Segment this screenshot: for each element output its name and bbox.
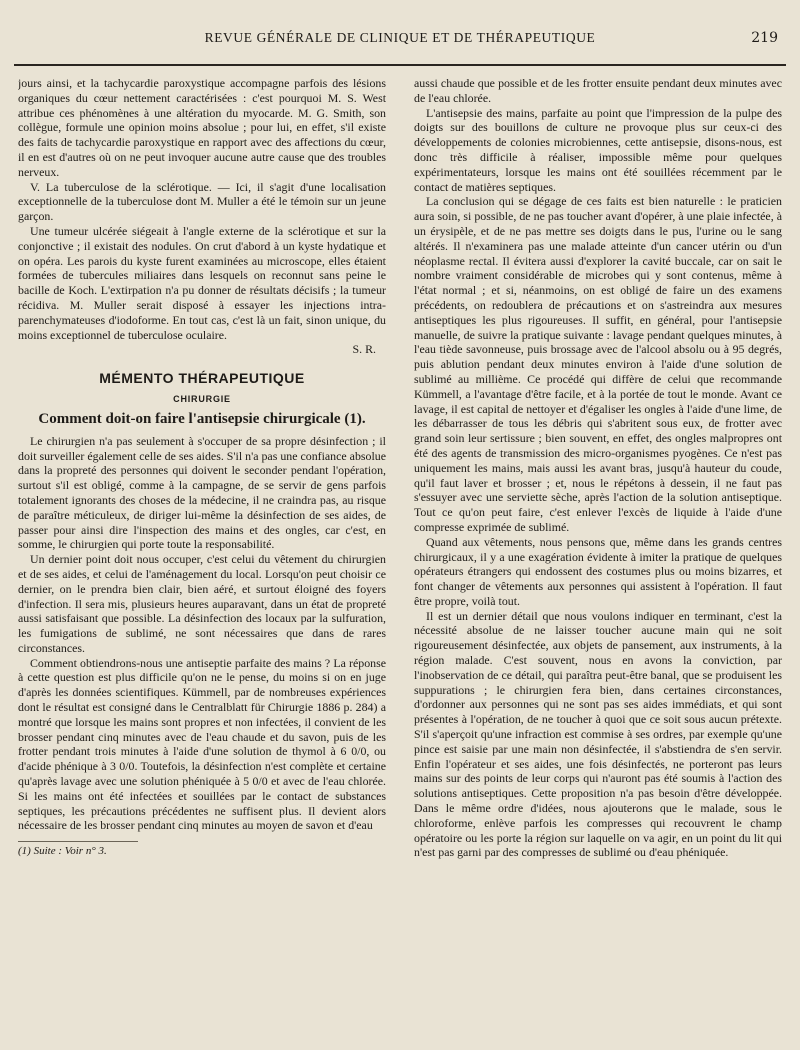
paragraph: Le chirurgien n'a pas seulement à s'occuper de sa propre désinfection ; il doit surveiller également celle de ses aides. S'il n'a pas une confiance absolue dans la propreté des personnes qui doivent le seconder pendant l'opération, surtout s'il est obligé, comme à la campagne, de se servir de gens parfois totalement ignorants des choses de la médecine, il ne craindra pas, au risque de paraître méticuleux, de diriger lui-même la désinfection de ses aides, de passer pour ainsi dire l'inspection des mains et des ongles, car c'est, en somme, le chirurgien qui porte toute la responsabilité. [18, 433, 386, 552]
paragraph: aussi chaude que possible et de les frotter ensuite pendant deux minutes avec de l'eau chlorée. [414, 76, 782, 105]
author-signature: S. R. [352, 342, 376, 357]
paragraph: V. La tuberculose de la sclérotique. — Ici, il s'agit d'une localisation exceptionnelle de la tuberculose dont M. Muller a été le témoin sur un jeune garçon. [18, 179, 386, 224]
page-number: 219 [751, 30, 778, 46]
journal-title: REVUE GÉNÉRALE DE CLINIQUE ET DE THÉRAPEUTIQUE [204, 30, 596, 45]
right-column [414, 76, 782, 1050]
footnote: (1) Suite : Voir n° 3. [18, 841, 138, 859]
paragraph: L'antisepsie des mains, parfaite au point que l'impression de la pulpe des doigts sur des bouillons de culture ne provoque plus sur ceux-ci des développements de colonies microbiennes, cette antisepsie, disons-nous, est donc très difficile à réaliser, impossible même pour quelques expérimentateurs, lorsque les mains ont été souillées récemment par le contact de matières septiques. [414, 105, 782, 194]
left-column [18, 76, 386, 1050]
paragraph: jours ainsi, et la tachycardie paroxystique accompagne parfois des lésions organiques du cœur nettement caractérisées : c'est pourquoi M. S. West attribue ces phénomènes à une altération du myocarde. M. G. Smith, son collègue, formule une opinion moins absolue ; pour lui, en effet, s'il existe des faits de tachycardie paroxystique en rapport avec des affections du cœur, il en est d'autres où on ne peut invoquer aucune autre cause que des troubles nerveux. [18, 76, 386, 179]
running-header [16, 30, 784, 50]
text-columns [18, 76, 782, 1050]
paragraph: Un dernier point doit nous occuper, c'est celui du vêtement du chirurgien et de ses aides, et celui de l'aménagement du local. Lorsqu'on peut choisir ce dernier, on le prendra bien clair, bien aéré, et surtout éloigné des foyers d'infection. Il sera mis, plusieurs heures auparavant, dans un état de propreté aussi satisfaisant que possible. La désinfection des locaux par la sulfuration, les fumigations de sublimé, ne sont nécessaires que dans de rares circonstances. [18, 552, 386, 655]
rubric-label: CHIRURGIE [173, 393, 231, 404]
paragraph: Il est un dernier détail que nous voulons indiquer en terminant, c'est la nécessité absolue de ne laisser toucher aucune main qui ne soit rigoureusement désinfectée, aux objets de pansement, aux instruments, à la région malade. C'est souvent, nous en avons la conviction, par l'inobservation de ce détail, qui paraîtra peut-être banal, que se produisent les suppurations ; le chirurgien fera bien, dans certaines circonstances, d'ordonner aux personnes qui ne sont pas ses aides immédiats, et qui sont présentes à l'opération, de ne toucher à quoi que ce soit sous aucun prétexte. S'il s'aperçoit qu'une infraction est commise à ses ordres, par exemple qu'une pince est saisie par une main non désinfectée, il s'abstiendra de s'en servir. Enfin l'opérateur et ses aides, une fois désinfectés, ne porteront pas leurs mains sur des points de leur corps qui n'auront pas été soumis à l'action des solutions antiseptiques. Cette proposition n'a pas besoin d'être développée. Dans le même ordre d'idées, nous ajouterons que le malade, sous le chloroforme, enlève parfois les compresses qui recouvrent le champ opératoire ou les porte la région sur laquelle on va agir, en un point du lit qui n'est pas garni par des compresses de sublimé ou d'eau phéniquée. [414, 608, 782, 860]
article-title: Comment doit-on faire l'antisepsie chirurgicale (1). [38, 410, 366, 427]
paragraph: Comment obtiendrons-nous une antiseptie parfaite des mains ? La réponse à cette question est plus difficile qu'on ne le pense, du moins si on en juge d'après les données scientifiques. Kümmell, par de nombreuses expériences dont le résultat est consigné dans le Centralblatt für Chirurgie 1886 p. 284) a montré que lorsque les mains sont propres et non infectées, il convient de les brosser pendant cinq minutes avec de l'eau chaude et du savon, puis de les frotter pendant trois minutes à l'aide d'une solution de thymol à 6 0/0, ou d'acide phénique à 3 0/0. Toutefois, la désinfection n'est complète et certaine qu'après lavage avec une solution phéniquée à 5 0/0 et avec de l'eau chlorée. Si les mains ont été infectées et souillées par le contact de substances septiques, les précautions précédentes ne suffisent plus. Il devient alors nécessaire de les brosser pendant cinq minutes au moyen de savon et d'eau [18, 655, 386, 833]
header-rule [14, 64, 786, 66]
section-title: MÉMENTO THÉRAPEUTIQUE [99, 370, 305, 387]
paragraph: Quand aux vêtements, nous pensons que, même dans les grands centres chirurgicaux, il y a une exagération évidente à imiter la pratique de quelques opérateurs étrangers qui endossent des costumes plus ou moins bizarres, et font changer de vêtements aux personnes qui assistent à l'opération. Il faut être propre, voilà tout. [414, 534, 782, 608]
paragraph: La conclusion qui se dégage de ces faits est bien naturelle : le praticien aura soin, si possible, de ne pas toucher avant d'opérer, à une plaie infectée, à un érysipèle, et de ne pas mettre ses doigts dans le pus, l'urine ou le sang altérés. Il n'examinera pas une malade atteinte d'un cancer utérin ou d'un néoplasme rectal. Il évitera aussi d'explorer la cavité buccale, car on sait le nombre vraiment considérable de microbes qui y sont contenus, même à l'état normal ; et si, néanmoins, on est obligé de faire un des examens précédents, on redoublera de précautions et on s'astreindra aux mesures antiseptiques les plus rigoureuses. Il suffit, en général, pour l'antisepsie manuelle, de suivre la pratique suivante : lavage pendant quelques minutes, à l'eau tiède savonneuse, puis brossage avec de l'alcool absolu ou à 95 degrés, puis ablution pendant deux minutes environ à l'aide d'une solution de sublimé au millième. Ce procédé qui diffère de celui que recommande Kümmell, a l'avantage d'être facile, et à la portée de tout le monde. Avant ce lavage, il est capital de nettoyer et d'égaliser les ongles à l'aide d'une lime, de les débarrasser de tous les débris qui s'abritent sous eux, de frotter avec grand soin leur sertissure ; bien souvent, en effet, des ongles malpropres ont été des agents de transmission des micro-organismes pyogènes. Ce n'est pas uniquement les mains, mais aussi les avant bras, jusqu'à hauteur du coude, qu'il faut laver et brosser ; et, nous le répétons à dessein, il ne faut pas s'essuyer avec une serviette sèche, après l'action de la solution antiseptique. Tout ce qu'on peut faire, c'est enlever l'excès de liquide à l'aide d'une compresse exprimée de sublimé. [414, 194, 782, 534]
paragraph: Une tumeur ulcérée siégeait à l'angle externe de la sclérotique et sur la conjonctive ; il existait des nodules. On crut d'abord à un kyste hydatique et on opéra. Les parois du kyste furent examinées au microscope, elles étaient formées de tubercules miliaires dans lesquels on reconnut sans peine le bacille de Koch. L'extirpation n'a pu donner de résultats décisifs ; la tumeur récidiva. M. Muller serait disposé à essayer les injections intra-parenchymateuses d'iodoforme. En tout cas, c'est là un fait, sinon unique, du moins exceptionnel de tuberculose oculaire. [18, 223, 386, 342]
